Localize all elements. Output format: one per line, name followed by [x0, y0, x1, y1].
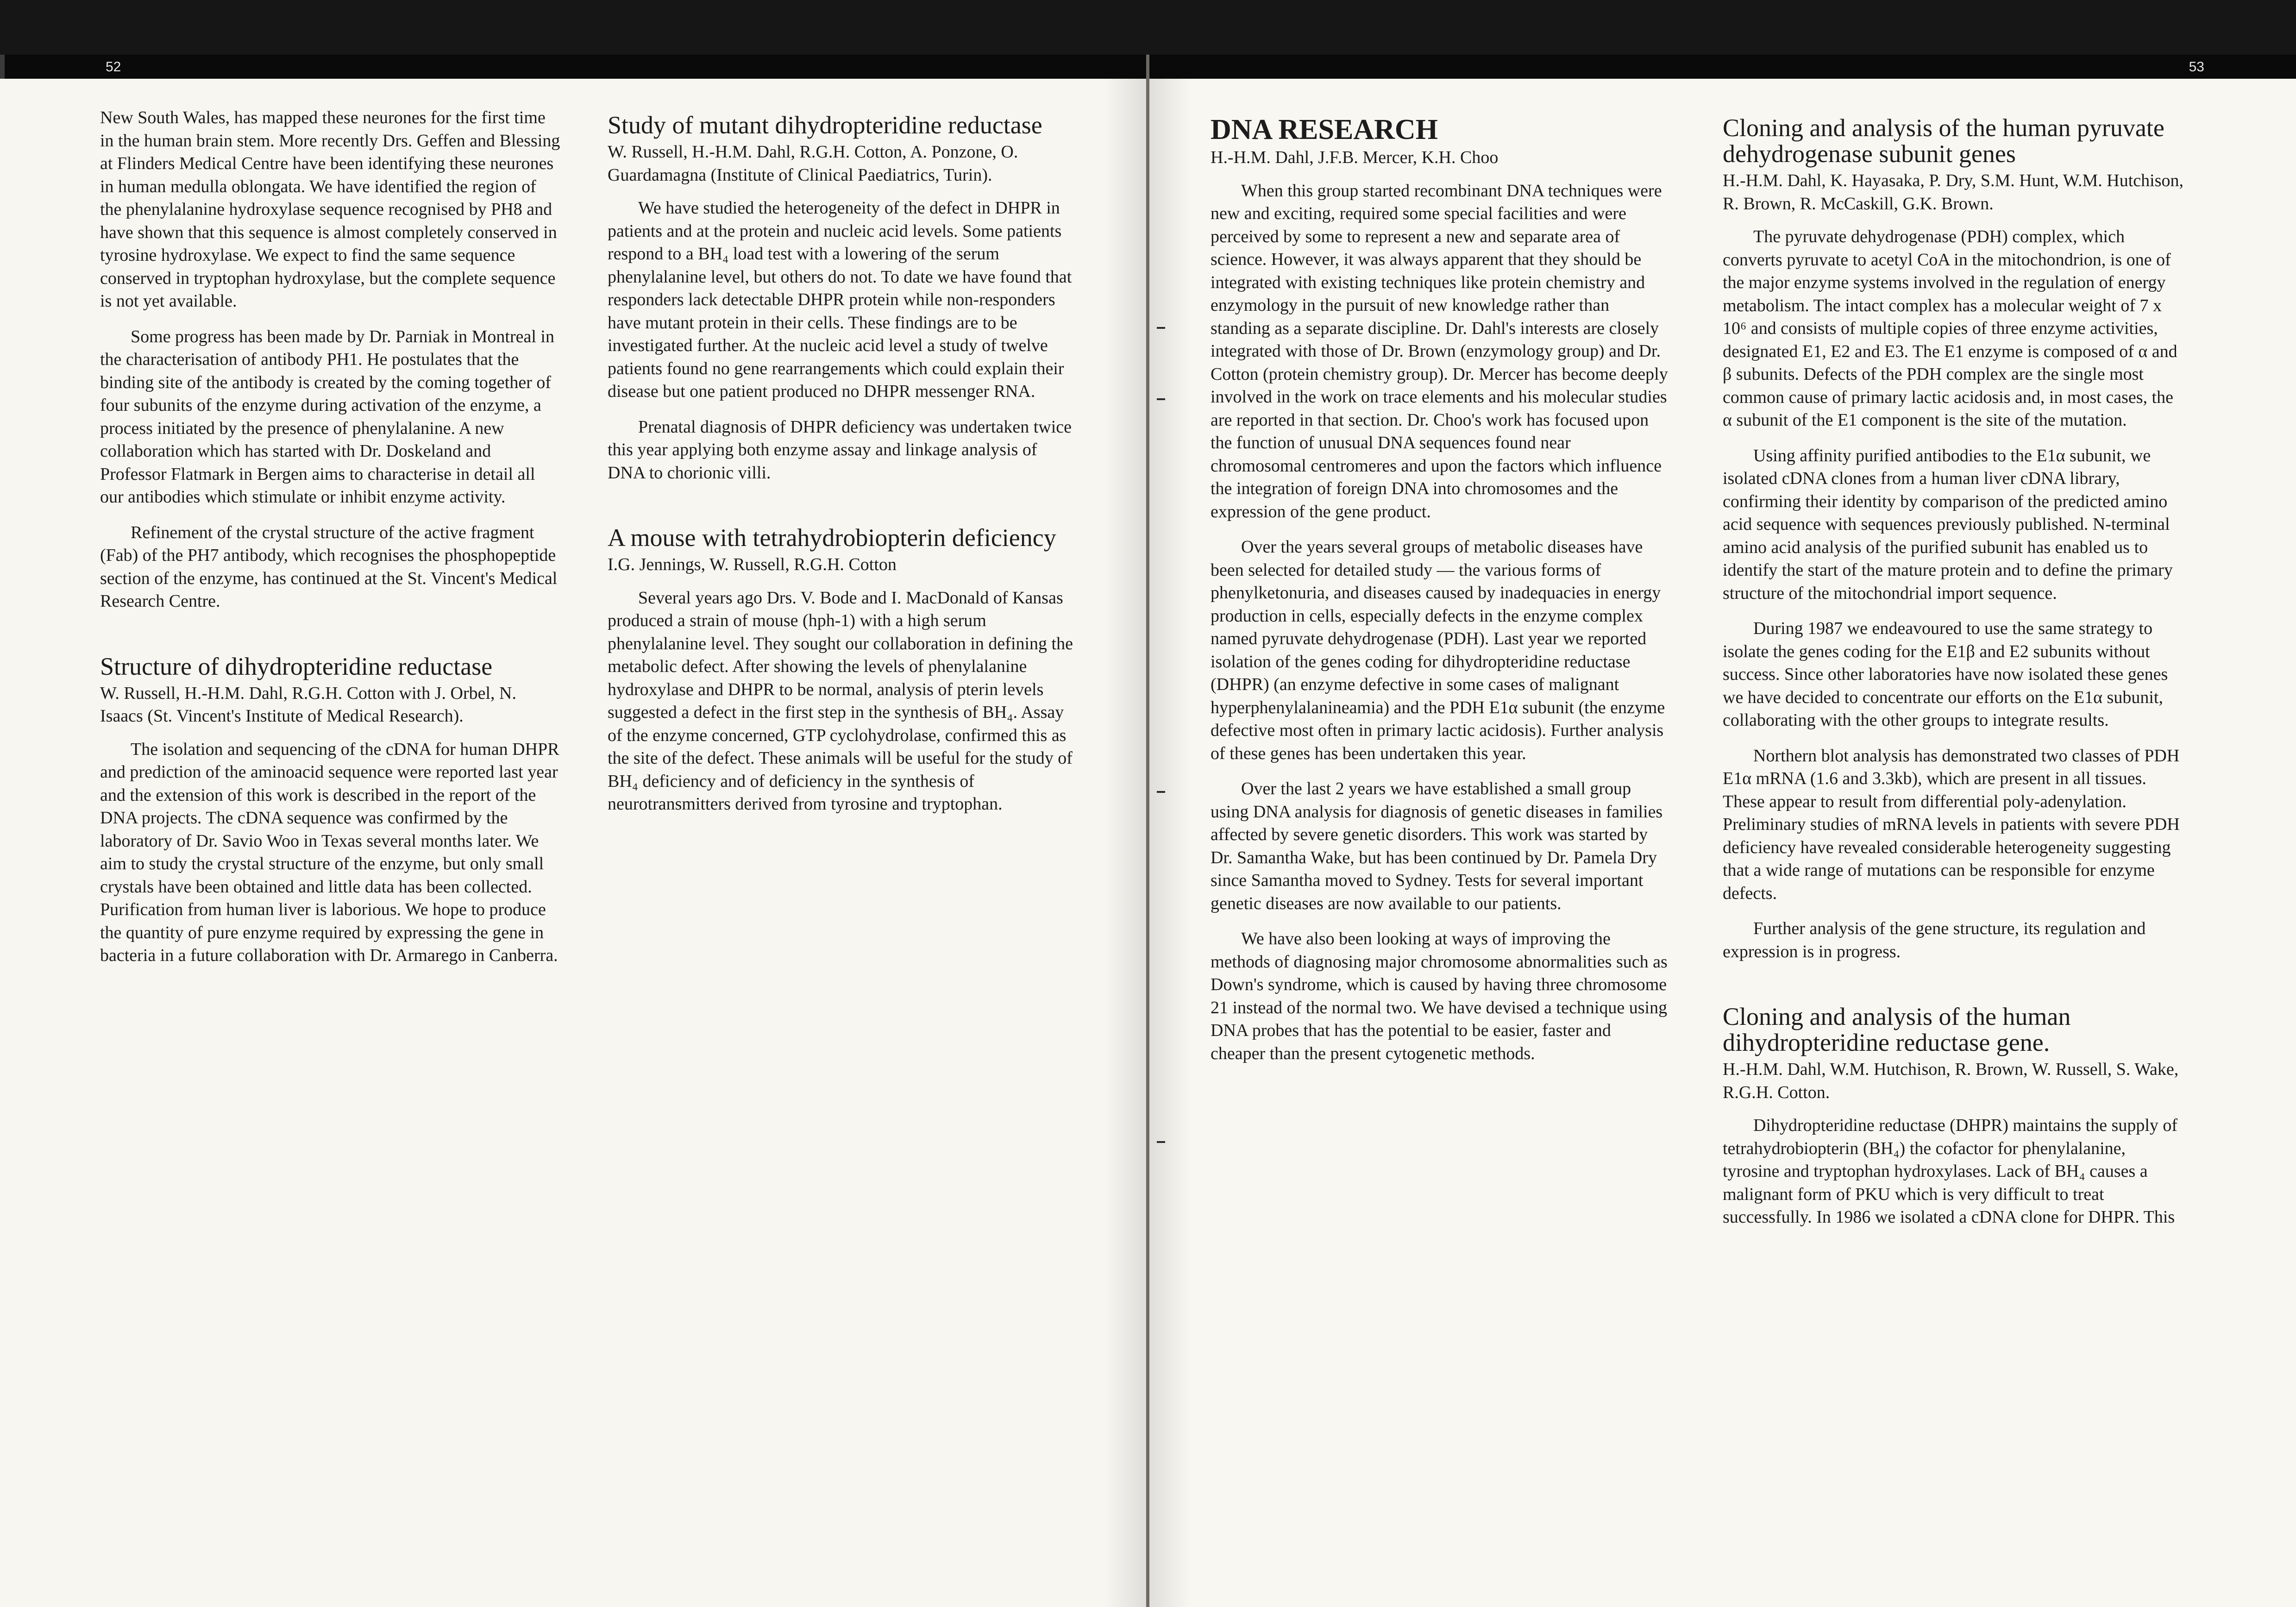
paragraph: Northern blot analysis has demonstrated two classes of PDH E1α mRNA (1.6 and 3.3kb), which are present in all tissues. These appear to result from differential poly-adenylation. Preliminary studies of mRNA levels in patients with severe PDH deficiency have revealed considerable heterogeneity suggesting that a wide range of mutations can be responsible for enzyme defects. — [1723, 746, 2180, 903]
binding-mark — [1157, 791, 1165, 793]
left-page-column-2 — [608, 112, 1075, 816]
section-spacer — [1723, 976, 2186, 1004]
paragraph: When this group started recombinant DNA techniques were new and exciting, required some special facilities and were perceived by some to represent a new and separate area of science. However, it was always apparent that they should be integrated with existing techniques like protein chemistry and enzymology in the pursuit of new knowledge rather than standing as a separate discipline. Dr. Dahl's interests are closely integrated with those of Dr. Brown (enzymology group) and Dr. Cotton (protein chemistry group). Dr. Mercer has become deeply involved in the work on trace elements and his molecular studies are reported in that section. Dr. Choo's work has focused upon the function of unusual DNA sequences found near chromosomal centromeres and upon the factors which influence the integration of foreign DNA into chromosomes and the expression of the gene product. — [1211, 181, 1668, 521]
page-binding-shadow — [1104, 55, 1146, 1607]
scan-edge-mark — [0, 55, 5, 79]
binding-mark — [1157, 398, 1165, 400]
main-heading: DNA RESEARCH — [1211, 114, 1438, 145]
section-spacer — [608, 497, 1075, 525]
section-authors: H.-H.M. Dahl, J.F.B. Mercer, K.H. Choo — [1211, 148, 1499, 167]
page-number-left: 52 — [106, 59, 121, 75]
paragraph: We have also been looking at ways of improving the methods of diagnosing major chromosome abnormalities such as Down's syndrome, which is caused by having three chromosome 21 instead of the normal two. We have devised a technique using DNA probes that has the potential to be easier, faster and cheaper than the present cytogenetic methods. — [1211, 929, 1668, 1063]
section-authors: I.G. Jennings, W. Russell, R.G.H. Cotton — [608, 555, 897, 574]
section-heading: Study of mutant dihydropteridine reductase — [608, 111, 1042, 139]
section-spacer — [100, 626, 561, 653]
paragraph: We have studied the heterogeneity of the defect in DHPR in patients and at the protein and nucleic acid levels. Some patients respond to a BH₄ load test with a lowering of the serum phenylalanine level, but others do not. To date we have found that responders lack detectable DHPR protein while non-responders have mutant protein in their cells. These findings are to be investigated further. At the nucleic acid level a study of twelve patients found no gene rearrangements which could explain their disease but one patient produced no DHPR messenger RNA. — [608, 198, 1072, 401]
left-page-column-1 — [100, 107, 561, 967]
paragraph: Prenatal diagnosis of DHPR deficiency was undertaken twice this year applying both enzyme assay and linkage analysis of DNA to chorionic villi. — [608, 417, 1072, 483]
binding-mark — [1157, 327, 1165, 329]
paragraph: The isolation and sequencing of the cDNA for human DHPR and prediction of the aminoacid sequence were reported last year and the extension of this work is described in the report of the DNA projects. The cDNA sequence was confirmed by the laboratory of Dr. Savio Woo in Texas several months later. We aim to study the crystal structure of the enzyme, but only small crystals have been obtained and little data has been collected. Purification from human liver is laborious. We hope to produce the quantity of pure enzyme required by expressing the gene in bacteria in a future collaboration with Dr. Armarego in Canberra. — [100, 739, 559, 965]
book-gutter — [1146, 55, 1149, 1607]
page-binding-shadow — [1149, 55, 1191, 1607]
paragraph: New South Wales, has mapped these neurones for the first time in the human brain stem. More recently Drs. Geffen and Blessing at Flinders Medical Centre have been identifying these neurones in human medulla oblongata. We have identified the region of the phenylalanine hydroxylase sequence recognised by PH8 and have shown that this sequence is almost completely conserved in tyrosine hydroxylase. We expect to find the same sequence conserved in tryptophan hydroxylase, but the complete sequence is not yet available. — [100, 108, 560, 311]
section-heading: Structure of dihydropteridine reductase — [100, 652, 493, 680]
section-authors: H.-H.M. Dahl, K. Hayasaka, P. Dry, S.M. Hunt, W.M. Hutchison, R. Brown, R. McCaskill, G.K. Brown. — [1723, 171, 2183, 213]
paragraph: Over the last 2 years we have established a small group using DNA analysis for diagnosis of genetic diseases in families affected by severe genetic disorders. This work was started by Dr. Samantha Wake, but has been continued by Dr. Pamela Dry since Samantha moved to Sydney. Tests for several important genetic diseases are now available to our patients. — [1211, 779, 1663, 913]
paragraph: The pyruvate dehydrogenase (PDH) complex, which converts pyruvate to acetyl CoA in the mitochondrion, is one of the major enzyme systems involved in the regulation of energy metabolism. The intact complex has a molecular weight of 7 x 10⁶ and consists of multiple copies of three enzyme activities, designated E1, E2 and E3. The E1 enzyme is composed of α and β subunits. Defects of the PDH complex are the single most common cause of primary lactic acidosis and, in most cases, the α subunit of the E1 component is the site of the mutation. — [1723, 227, 2177, 430]
paragraph: During 1987 we endeavoured to use the same strategy to isolate the genes coding for the E1β and E2 subunits without success. Since other laboratories have now isolated these genes we have decided to concentrate our efforts on the E1α subunit, collaborating with the other groups to integrate results. — [1723, 619, 2168, 730]
left-header-bar — [0, 55, 1146, 79]
section-heading: Cloning and analysis of the human dihydropteridine reductase gene. — [1723, 1003, 2071, 1056]
section-authors: W. Russell, H.-H.M. Dahl, R.G.H. Cotton, A. Ponzone, O. Guardamagna (Institute of Clinical Paediatrics, Turin). — [608, 142, 1018, 185]
paragraph: Some progress has been made by Dr. Parniak in Montreal in the characterisation of antibody PH1. He postulates that the binding site of the antibody is created by the coming together of four subunits of the enzyme during activation of the enzyme, a process initiated by the presence of phenylalanine. A new collaboration which has started with Dr. Doskeland and Professor Flatmark in Bergen aims to characterise in detail all our antibodies which stimulate or inhibit enzyme activity. — [100, 326, 554, 507]
section-authors: W. Russell, H.-H.M. Dahl, R.G.H. Cotton with J. Orbel, N. Isaacs (St. Vincent's Institute of Medical Research). — [100, 683, 516, 726]
paragraph: Several years ago Drs. V. Bode and I. MacDonald of Kansas produced a strain of mouse (hph-1) with a high serum phenylalanine level. They sought our collaboration in defining the metabolic defect. After showing the levels of phenylalanine hydroxylase and DHPR to be normal, analysis of pterin levels suggested a defect in the first step in the synthesis of BH₄. Assay of the enzyme concerned, GTP cyclohydrolase, confirmed this as the site of the defect. These animals will be useful for the study of BH₄ deficiency and of deficiency in the synthesis of neurotransmitters derived from tyrosine and tryptophan. — [608, 588, 1073, 814]
right-header-bar — [1149, 55, 2296, 79]
paragraph: Refinement of the crystal structure of the active fragment (Fab) of the PH7 antibody, which recognises the phosphopeptide section of the enzyme, has continued at the St. Vincent's Medical Research Centre. — [100, 522, 558, 611]
page-number-right: 53 — [2189, 59, 2204, 75]
paragraph: Over the years several groups of metabolic diseases have been selected for detailed study — the various forms of phenylketonuria, and diseases caused by inadequacies in energy production in cells, especially defects in the enzyme complex named pyruvate dehydrogenase (PDH). Last year we reported isolation of the genes coding for dihydropteridine reductase (DHPR) (an enzyme defective in some cases of malignant hyperphenylalanineamia) and the PDH E1α subunit (the enzyme defective most often in primary lactic acidosis). Further analysis of these genes has been undertaken this year. — [1211, 537, 1665, 763]
binding-mark — [1157, 1141, 1165, 1143]
right-page-column-1 — [1211, 115, 1669, 1065]
right-page-column-2 — [1723, 115, 2186, 1229]
paragraph: Dihydropteridine reductase (DHPR) maintains the supply of tetrahydrobiopterin (BH₄) the cofactor for phenylalanine, tyrosine and tryptophan hydroxylases. Lack of BH₄ causes a malignant form of PKU which is very difficult to treat successfully. In 1986 we isolated a cDNA clone for DHPR. This — [1723, 1116, 2178, 1227]
section-authors: H.-H.M. Dahl, W.M. Hutchison, R. Brown, W. Russell, S. Wake, R.G.H. Cotton. — [1723, 1060, 2179, 1102]
section-heading: Cloning and analysis of the human pyruvate dehydrogenase subunit genes — [1723, 114, 2164, 168]
paragraph: Further analysis of the gene structure, its regulation and expression is in progress. — [1723, 919, 2146, 961]
paragraph: Using affinity purified antibodies to the E1α subunit, we isolated cDNA clones from a human liver cDNA library, confirming their identity by comparison of the predicted amino acid sequence with sequences previously published. N-terminal amino acid analysis of the purified subunit has enabled us to identify the start of the mature protein and to define the primary structure of the mitochondrial import sequence. — [1723, 446, 2173, 603]
section-heading: A mouse with tetrahydrobiopterin deficiency — [608, 524, 1056, 552]
